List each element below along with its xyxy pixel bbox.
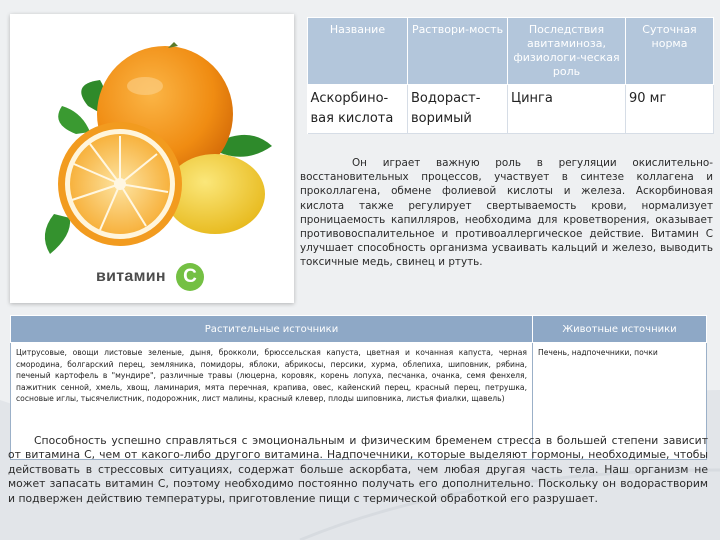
cell-solubility: Водораст-воримый xyxy=(408,85,508,134)
vitamin-c-badge: С xyxy=(176,263,204,291)
cell-name: Аскорбино-вая кислота xyxy=(308,85,408,134)
vitamin-c-image xyxy=(10,14,294,303)
header-deficiency-role: Последствия авитаминоза, физиологи-ческая роль xyxy=(508,18,626,85)
header-daily-norm: Суточная норма xyxy=(626,18,714,85)
sources-header-row xyxy=(11,316,707,343)
animal-sources-cell: Печень, надпочечники, почки xyxy=(533,343,707,460)
header-plant-sources: Растительные источники xyxy=(11,316,533,343)
cell-deficiency-role: Цинга xyxy=(508,85,626,134)
table-row xyxy=(308,85,714,134)
conclusion-paragraph: Способность успешно справляться с эмоциональным и физическим бременем стресса в большей степени зависит от витамина С, чем от какого-либо другого витамина. Надпочечники, которые выделяют гормоны, необходимые, чтобы действовать в стрессовых ситуациях, содержат больше аскорбата, чем любая другая часть тела. Наш организм не может запасать витамин С, поэтому необходимо постоянно получать его дополнительно. Поскольку он водорастворим и подвержен действию температуры, приготовление пищи с термической обработкой его разрушает. xyxy=(8,434,708,505)
header-name: Название xyxy=(308,18,408,85)
description-paragraph: Он играет важную роль в регуляции окислительно-восстановительных процессов, участвует в синтезе коллагена и проколлагена, обмене фолиевой кислоты и железа. Аскорбиновая кислота также регулирует свертываемость крови, нормализует проницаемость капилляров, необходима для кроветворения, оказывает противовоспалительное и противоаллергическое действие. Витамин С улучшает способность организма усваивать кальций и железо, выводить токсичные медь, свинец и ртуть. xyxy=(300,157,713,269)
header-solubility: Раствори-мость xyxy=(408,18,508,85)
plant-sources-cell: Цитрусовые, овощи листовые зеленые, дыня, брокколи, брюссельская капуста, цветная и кочанная капуста, черная смородина, болгарский перец, земляника, помидоры, яблоки, абрикосы, персики, хурма, облепиха, шиповник, рябина, печеный картофель в "мундире", различные травы (люцерна, коровяк, корень лопуха, песчанка, очанка, семя фенхеля, пажитник сенной, хмель, хвощ, ламинария, мята перечная, крапива, овес, кайенский перец, красный перец, петрушка, сосновые иглы, тысячелистник, подорожник, лист малины, красный клевер, плоды шиповника, листья фиалки, щавель) xyxy=(11,343,533,460)
header-animal-sources: Животные источники xyxy=(533,316,707,343)
table-header-row xyxy=(308,18,714,85)
vitamin-info-table xyxy=(307,17,714,134)
vitamin-label: витамин xyxy=(96,268,166,285)
cell-daily-norm: 90 мг xyxy=(626,85,714,134)
